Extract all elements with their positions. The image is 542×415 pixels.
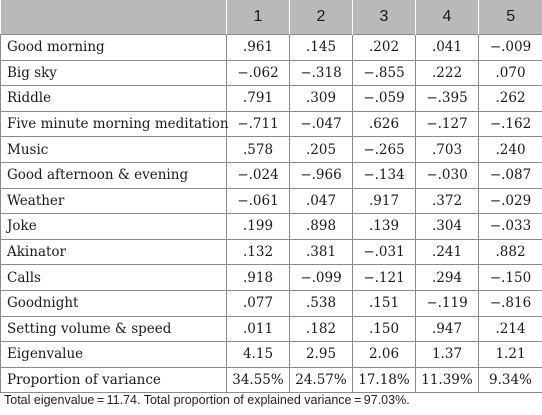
header-cell-factor-2: 2 (290, 0, 353, 35)
loading-cell-factor-1: .578 (227, 137, 290, 163)
row-label: Setting volume & speed (1, 316, 227, 342)
loading-cell-factor-3: 2.06 (353, 342, 416, 368)
header-row (1, 0, 542, 35)
loading-cell-factor-5: −.162 (479, 111, 542, 137)
loading-cell-factor-5: −.029 (479, 188, 542, 214)
loading-cell-factor-1: .077 (227, 290, 290, 316)
loading-cell-factor-4: .947 (416, 316, 479, 342)
loading-cell-factor-5: −.033 (479, 214, 542, 240)
table-body (1, 35, 542, 393)
loading-cell-factor-1: 4.15 (227, 342, 290, 368)
loading-cell-factor-2: .538 (290, 290, 353, 316)
table-row (1, 35, 542, 61)
loading-cell-factor-4: −.119 (416, 290, 479, 316)
loading-cell-factor-1: 34.55% (227, 367, 290, 393)
loading-cell-factor-2: .309 (290, 86, 353, 112)
table-row (1, 137, 542, 163)
loading-cell-factor-3: 17.18% (353, 367, 416, 393)
loading-cell-factor-3: .139 (353, 214, 416, 240)
table-row (1, 162, 542, 188)
table-row (1, 265, 542, 291)
loading-cell-factor-3: −.855 (353, 60, 416, 86)
table-row (1, 214, 542, 240)
loading-cell-factor-5: −.009 (479, 35, 542, 61)
loading-cell-factor-4: .703 (416, 137, 479, 163)
loading-cell-factor-2: 2.95 (290, 342, 353, 368)
loading-cell-factor-1: .199 (227, 214, 290, 240)
row-label: Big sky (1, 60, 227, 86)
loading-cell-factor-3: .202 (353, 35, 416, 61)
loading-cell-factor-4: −.395 (416, 86, 479, 112)
loading-cell-factor-5: −.150 (479, 265, 542, 291)
loading-cell-factor-1: .961 (227, 35, 290, 61)
loading-cell-factor-1: −.061 (227, 188, 290, 214)
loading-cell-factor-4: .294 (416, 265, 479, 291)
table-row (1, 60, 542, 86)
loading-cell-factor-1: −.024 (227, 162, 290, 188)
loading-cell-factor-2: .182 (290, 316, 353, 342)
table-row (1, 290, 542, 316)
loading-cell-factor-2: −.966 (290, 162, 353, 188)
header-cell-label (1, 0, 227, 35)
loading-cell-factor-2: −.099 (290, 265, 353, 291)
loading-cell-factor-4: .222 (416, 60, 479, 86)
loading-cell-factor-4: .304 (416, 214, 479, 240)
table-row (1, 111, 542, 137)
table-row (1, 188, 542, 214)
table-footnote: Total eigenvalue = 11.74. Total proportion of explained variance = 97.03%. (4, 393, 410, 407)
row-label: Weather (1, 188, 227, 214)
table-row (1, 316, 542, 342)
row-label: Riddle (1, 86, 227, 112)
loading-cell-factor-2: .205 (290, 137, 353, 163)
row-label: Calls (1, 265, 227, 291)
loading-cell-factor-1: .791 (227, 86, 290, 112)
loading-cell-factor-4: .372 (416, 188, 479, 214)
loading-cell-factor-3: .917 (353, 188, 416, 214)
loading-cell-factor-3: −.134 (353, 162, 416, 188)
loading-cell-factor-3: −.121 (353, 265, 416, 291)
loading-cell-factor-5: .882 (479, 239, 542, 265)
header-cell-factor-5: 5 (479, 0, 542, 35)
row-label: Akinator (1, 239, 227, 265)
loading-cell-factor-5: 1.21 (479, 342, 542, 368)
row-label: Good morning (1, 35, 227, 61)
loading-cell-factor-3: .626 (353, 111, 416, 137)
loading-cell-factor-5: −.087 (479, 162, 542, 188)
header-cell-factor-1: 1 (227, 0, 290, 35)
loading-cell-factor-1: .011 (227, 316, 290, 342)
loading-cell-factor-1: .918 (227, 265, 290, 291)
row-label: Music (1, 137, 227, 163)
loading-cell-factor-1: −.711 (227, 111, 290, 137)
loading-cell-factor-4: −.030 (416, 162, 479, 188)
row-label: Eigenvalue (1, 342, 227, 368)
loading-cell-factor-2: .145 (290, 35, 353, 61)
loading-cell-factor-5: −.816 (479, 290, 542, 316)
loading-cell-factor-1: .132 (227, 239, 290, 265)
row-label: Proportion of variance (1, 367, 227, 393)
loading-cell-factor-5: 9.34% (479, 367, 542, 393)
loading-cell-factor-3: .150 (353, 316, 416, 342)
loading-cell-factor-2: .898 (290, 214, 353, 240)
loading-cell-factor-2: −.318 (290, 60, 353, 86)
loading-cell-factor-5: .240 (479, 137, 542, 163)
loading-cell-factor-2: 24.57% (290, 367, 353, 393)
header-cell-factor-3: 3 (353, 0, 416, 35)
header-cell-factor-4: 4 (416, 0, 479, 35)
loading-cell-factor-3: −.031 (353, 239, 416, 265)
loading-cell-factor-4: −.127 (416, 111, 479, 137)
loading-cell-factor-2: .381 (290, 239, 353, 265)
table-row (1, 342, 542, 368)
loading-cell-factor-3: −.059 (353, 86, 416, 112)
loading-cell-factor-3: .151 (353, 290, 416, 316)
row-label: Joke (1, 214, 227, 240)
loading-cell-factor-2: .047 (290, 188, 353, 214)
loading-cell-factor-5: .262 (479, 86, 542, 112)
table-row (1, 86, 542, 112)
loading-cell-factor-1: −.062 (227, 60, 290, 86)
row-label: Good afternoon & evening (1, 162, 227, 188)
row-label: Five minute morning meditation (1, 111, 227, 137)
loading-cell-factor-4: .241 (416, 239, 479, 265)
row-label: Goodnight (1, 290, 227, 316)
loading-cell-factor-5: .070 (479, 60, 542, 86)
loading-cell-factor-4: 11.39% (416, 367, 479, 393)
loading-cell-factor-4: .041 (416, 35, 479, 61)
loading-cell-factor-4: 1.37 (416, 342, 479, 368)
loading-cell-factor-3: −.265 (353, 137, 416, 163)
loading-cell-factor-5: .214 (479, 316, 542, 342)
table-header (1, 0, 542, 35)
loading-cell-factor-2: −.047 (290, 111, 353, 137)
table-row (1, 239, 542, 265)
table-row (1, 367, 542, 393)
